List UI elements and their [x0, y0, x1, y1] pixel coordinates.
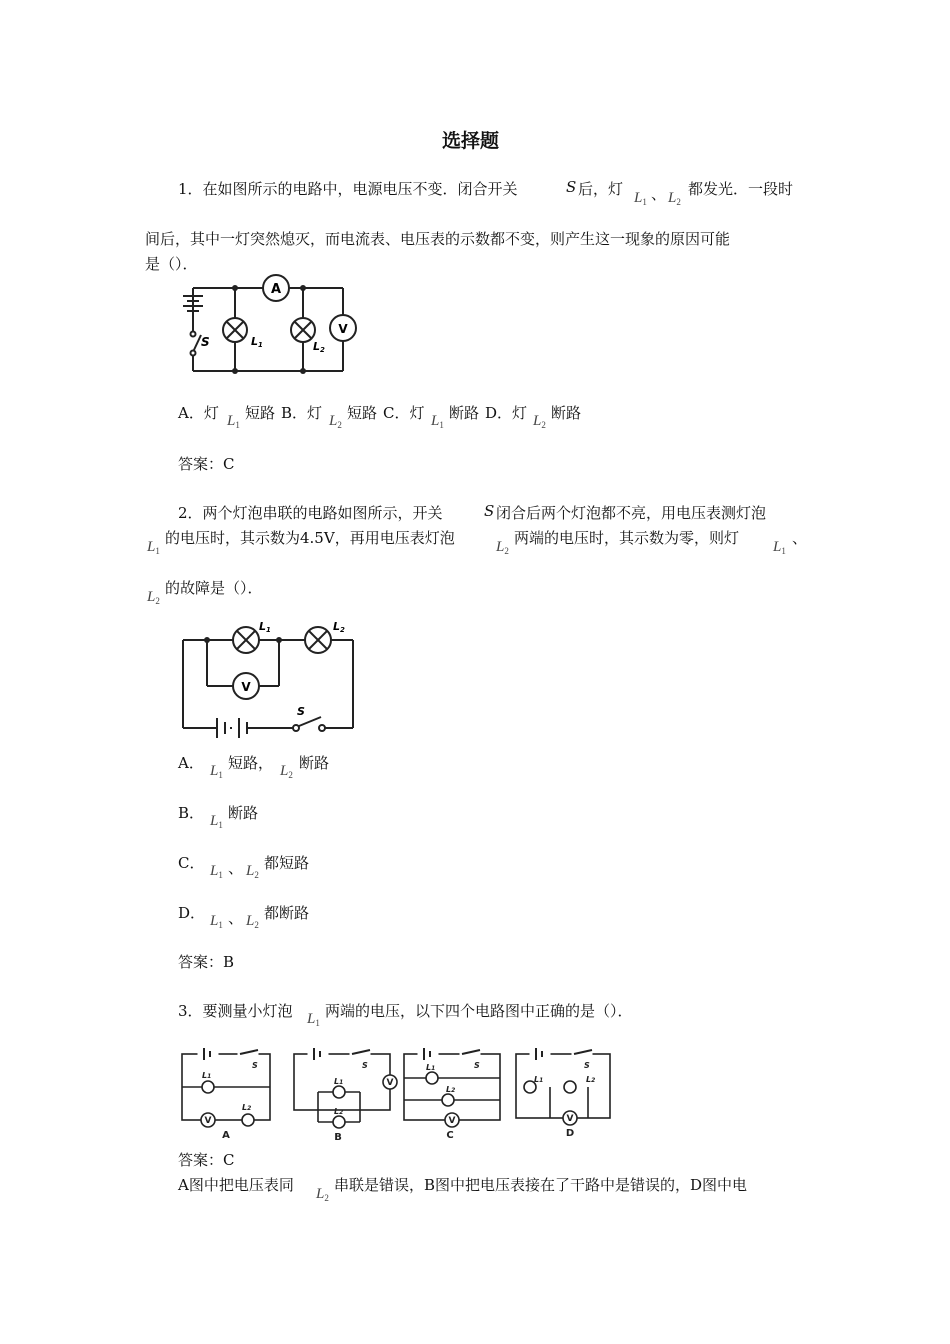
q1-symbol-l2: $L_2$ — [668, 190, 681, 207]
q1-option-c-symbol: $L_1$ — [431, 413, 444, 430]
page-title: 选择题 — [442, 130, 500, 152]
q1-option-a-symbol: $L_1$ — [227, 413, 240, 430]
q2-option-a-symbol-l1: $L_1$ — [210, 763, 223, 780]
q1-option-c-tail: 断路 — [449, 404, 480, 422]
q2-option-b: B． — [178, 804, 205, 822]
svg-text:L1: L1 — [251, 335, 263, 349]
q1-option-c: C．灯 — [383, 404, 425, 422]
q2-line3-symbol-l2: $L_2$ — [147, 589, 160, 606]
q1-line3: 是（）． — [145, 255, 198, 273]
q2-option-d-tail: 都断路 — [264, 904, 310, 922]
q3-explanation-a: A图中把电压表同 — [178, 1176, 294, 1194]
q2-circuit-diagram — [175, 618, 365, 743]
svg-text:V: V — [241, 680, 251, 694]
q2-option-d-symbol-l1: $L_1$ — [210, 913, 223, 930]
q1-option-d: D．灯 — [485, 404, 528, 422]
q2-option-d: D． — [178, 904, 206, 922]
q2-option-a-tail: 断路 — [299, 754, 330, 772]
q2-answer: 答案：B — [178, 953, 235, 971]
q2-option-d-sep: 、 — [228, 909, 244, 927]
svg-text:V: V — [338, 322, 348, 336]
q1-option-d-symbol: $L_2$ — [533, 413, 546, 430]
q2-option-b-symbol: $L_1$ — [210, 813, 223, 830]
q1-line2: 间后，其中一灯突然熄灭，而电流表、电压表的示数都不变，则产生这一现象的原因可能 — [145, 230, 731, 248]
q2-sep: 、 — [792, 529, 808, 547]
q2-option-d-symbol-l2: $L_2$ — [246, 913, 259, 930]
q1-option-a-tail: 短路 — [245, 404, 276, 422]
svg-text:V: V — [204, 1116, 212, 1126]
svg-text:C: C — [446, 1130, 454, 1141]
q2-option-a-mid: 短路， — [228, 754, 274, 772]
q1-answer: 答案：C — [178, 455, 235, 473]
q2-line1b: 闭合后两个灯泡都不亮，用电压表测灯泡 — [496, 504, 767, 522]
svg-text:B: B — [334, 1132, 342, 1143]
q2-option-c-sep: 、 — [228, 859, 244, 877]
svg-text:S: S — [362, 1061, 368, 1070]
svg-text:L2: L2 — [334, 1107, 344, 1116]
q3-explanation-symbol-l2: $L_2$ — [316, 1186, 329, 1203]
svg-text:L2: L2 — [333, 620, 345, 634]
q2-option-a: A． — [178, 754, 204, 772]
svg-text:L2: L2 — [313, 340, 325, 354]
svg-text:L1: L1 — [259, 620, 271, 634]
q3-line1b: 两端的电压，以下四个电路图中正确的是（）． — [325, 1002, 633, 1020]
q1-option-a: A．灯 — [178, 404, 219, 422]
svg-text:S: S — [474, 1061, 480, 1070]
ammeter-label: A — [270, 282, 282, 297]
svg-text:L1: L1 — [334, 1077, 344, 1086]
svg-text:S: S — [584, 1061, 590, 1070]
q1-symbol-l1: $L_1$ — [634, 190, 647, 207]
svg-text:L2: L2 — [586, 1075, 596, 1084]
q1-line1b: 后，灯 — [578, 180, 624, 198]
q2-option-c-tail: 都短路 — [264, 854, 310, 872]
q1-option-d-tail: 断路 — [551, 404, 582, 422]
svg-text:S: S — [297, 705, 305, 718]
q1-circuit-diagram — [175, 272, 365, 382]
q2-line2b: 两端的电压时，其示数为零，则灯 — [514, 529, 740, 547]
q3-answer: 答案：C — [178, 1151, 235, 1169]
q2-line2-symbol-l1: $L_1$ — [147, 539, 160, 556]
q2-line2a: 的电压时，其示数为4.5V，再用电压表灯泡 — [165, 529, 455, 547]
svg-text:L1: L1 — [426, 1063, 436, 1072]
q3-explanation-b: 串联是错误，B图中把电压表接在了干路中是错误的，D图中电 — [334, 1176, 748, 1194]
svg-text:L1: L1 — [534, 1075, 544, 1084]
svg-text:L1: L1 — [202, 1071, 212, 1080]
q2-switch-s: S — [484, 502, 495, 520]
svg-text:V: V — [448, 1116, 456, 1126]
q1-line1a: 1．在如图所示的电路中，电源电压不变．闭合开关 — [178, 180, 518, 198]
q3-line1a: 3．要测量小灯泡 — [178, 1002, 293, 1020]
q3-circuit-diagrams — [178, 1042, 618, 1144]
q2-option-a-symbol-l2: $L_2$ — [280, 763, 293, 780]
q1-switch-s: S — [566, 178, 577, 196]
svg-text:L2: L2 — [446, 1085, 456, 1094]
q1-option-b: B．灯 — [281, 404, 323, 422]
svg-text:D: D — [565, 1128, 575, 1139]
svg-text:S: S — [201, 335, 210, 349]
q2-option-c: C． — [178, 854, 205, 872]
q2-line1a: 2．两个灯泡串联的电路如图所示，开关 — [178, 504, 443, 522]
svg-text:L2: L2 — [242, 1103, 252, 1112]
q2-line2-symbol-l2: $L_2$ — [496, 539, 509, 556]
q1-option-b-tail: 短路 — [347, 404, 378, 422]
q2-line3: 的故障是（）． — [165, 579, 263, 597]
svg-text:S: S — [252, 1061, 258, 1070]
svg-text:A: A — [222, 1130, 230, 1141]
svg-text:V: V — [386, 1078, 394, 1088]
q2-option-b-tail: 断路 — [228, 804, 259, 822]
svg-text:V: V — [566, 1114, 574, 1124]
q2-option-c-symbol-l1: $L_1$ — [210, 863, 223, 880]
q1-sep: 、 — [651, 185, 667, 203]
q1-option-b-symbol: $L_2$ — [329, 413, 342, 430]
q3-symbol-l1: $L_1$ — [307, 1011, 320, 1028]
q2-option-c-symbol-l2: $L_2$ — [246, 863, 259, 880]
q2-line2-symbol-l1b: $L_1$ — [773, 539, 786, 556]
q1-line1c: 都发光．一段时 — [688, 180, 794, 198]
